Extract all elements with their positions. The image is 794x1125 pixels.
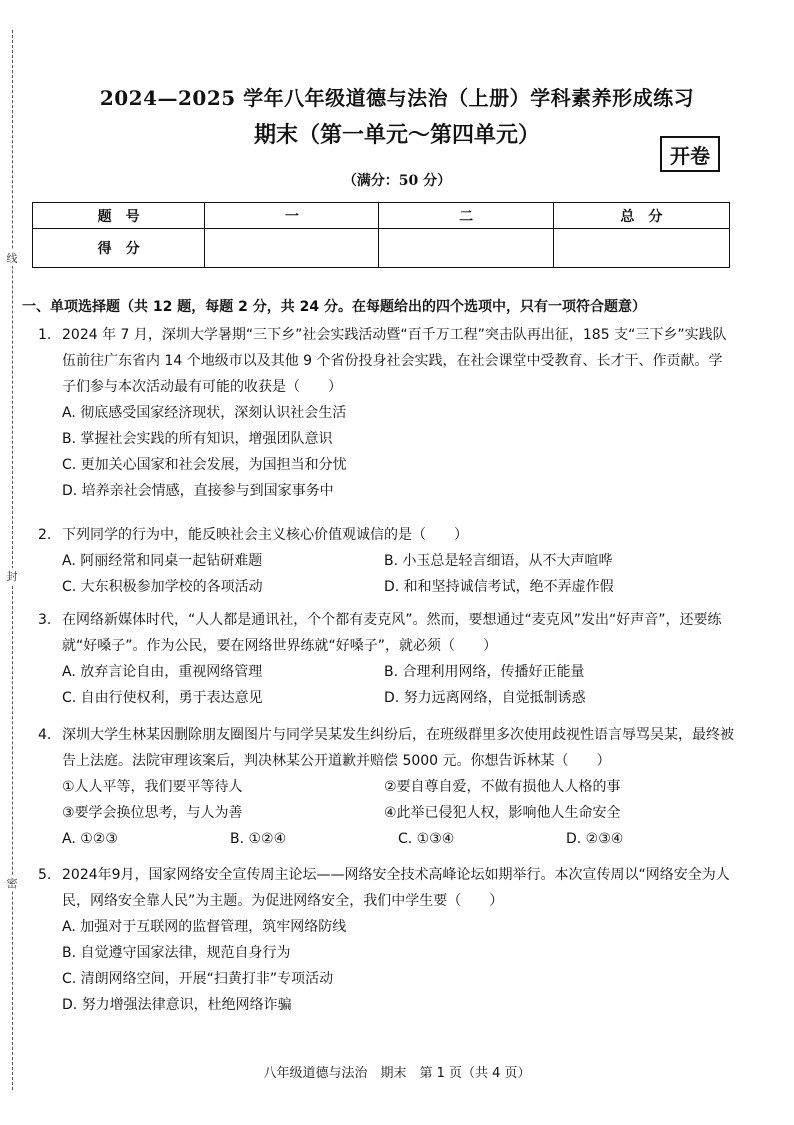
option-b[interactable]: B. 自觉遵守国家法律，规范自身行为: [62, 945, 291, 961]
option-c[interactable]: C. ①③④: [398, 831, 455, 847]
option-a[interactable]: A. ①②③: [62, 831, 118, 847]
option-a[interactable]: A. 阿丽经常和同桌一起钻研难题: [62, 553, 263, 569]
option-c[interactable]: C. 大东积极参加学校的各项活动: [62, 579, 263, 595]
question-3: [38, 607, 734, 711]
option-d[interactable]: D. 培养亲社会情感，直接参与到国家事务中: [62, 483, 334, 499]
statement-4: ④此举已侵犯人权，影响他人生命安全: [384, 805, 621, 821]
binding-label-secret: 密: [6, 877, 18, 890]
option-d[interactable]: D. ②③④: [566, 831, 624, 847]
section-title: 一、单项选择题（共 12 题，每题 2 分，共 24 分。在每题给出的四个选项中，只有一项符合题意）: [22, 299, 646, 315]
option-c[interactable]: C. 自由行使权利，勇于表达意见: [62, 690, 263, 706]
score-row-label: 得 分: [33, 229, 205, 268]
option-d[interactable]: D. 和和坚持诚信考试，绝不弄虚作假: [384, 579, 614, 595]
question-number: 3.: [38, 612, 52, 628]
score-header-cell: 总 分: [553, 203, 729, 229]
option-d[interactable]: D. 努力远离网络，自觉抵制诱惑: [384, 690, 586, 706]
question-2: [38, 522, 734, 600]
binding-label-seal: 封: [6, 570, 18, 583]
question-stem: 下列同学的行为中，能反映社会主义核心价值观诚信的是（ ）: [62, 527, 468, 543]
full-score-note: （满分：50 分）: [342, 173, 452, 189]
option-c[interactable]: C. 更加关心国家和社会发展，为国担当和分忧: [62, 457, 347, 473]
statement-3: ③要学会换位思考，与人为善: [62, 805, 243, 821]
question-stem: 在网络新媒体时代，“人人都是通讯社，个个都有麦克风”。然而，要想通过“麦克风”发出“好声音”，还要练就“好嗓子”。作为公民，要在网络世界练就“好嗓子”，就必须（ ）: [62, 612, 722, 654]
question-number: 1.: [38, 327, 52, 343]
question-stem: 2024年9月，国家网络安全宣传周主论坛——网络安全技术高峰论坛如期举行。本次宣传周以“网络安全为人民，网络安全靠人民”为主题。为促进网络安全，我们中学生要（ ）: [62, 867, 730, 909]
open-book-badge: 开卷: [660, 136, 720, 172]
option-b[interactable]: B. 小玉总是轻言细语，从不大声喧哗: [384, 553, 613, 569]
score-table: [32, 202, 730, 268]
binding-label-line: 线: [6, 252, 18, 265]
option-a[interactable]: A. 放弃言论自由，重视网络管理: [62, 664, 263, 680]
option-b[interactable]: B. 合理利用网络，传播好正能量: [384, 664, 585, 680]
question-1: [38, 322, 734, 504]
option-a[interactable]: A. 加强对于互联网的监督管理，筑牢网络防线: [62, 919, 347, 935]
exam-subtitle: 期末（第一单元～第四单元）: [253, 122, 540, 148]
question-stem: 深圳大学生林某因删除朋友圈图片与同学吴某发生纠纷后，在班级群里多次使用歧视性语言辱骂吴某，最终被告上法庭。法院审理该案后，判决林某公开道歉并赔偿 5000 元。你想告诉林某（ ）: [62, 727, 734, 769]
exam-title: 2024—2025 学年八年级道德与法治（上册）学科素养形成练习: [99, 86, 695, 110]
question-number: 4.: [38, 727, 52, 743]
score-blank-cell[interactable]: [379, 229, 553, 268]
option-c[interactable]: C. 清朗网络空间，开展“扫黄打非”专项活动: [62, 971, 334, 987]
option-d[interactable]: D. 努力增强法律意识，杜绝网络诈骗: [62, 997, 292, 1013]
question-number: 5.: [38, 867, 52, 883]
question-stem: 2024 年 7 月，深圳大学暑期“三下乡”社会实践活动暨“百千万工程”突击队再出征，185 支“三下乡”实践队伍前往广东省内 14 个地级市以及其他 9 个省份投身社会实践，在社会课堂中受教育、长才干、作贡献。学子们参与本次活动最有可能的收获是（ ）: [62, 327, 727, 395]
statement-2: ②要自尊自爱，不做有损他人人格的事: [384, 779, 621, 795]
option-b[interactable]: B. 掌握社会实践的所有知识，增强团队意识: [62, 431, 333, 447]
score-header-cell: 二: [379, 203, 553, 229]
score-blank-cell[interactable]: [553, 229, 729, 268]
score-blank-cell[interactable]: [205, 229, 379, 268]
question-5: [38, 862, 734, 1018]
option-b[interactable]: B. ①②④: [230, 831, 287, 847]
score-header-cell: 题 号: [33, 203, 205, 229]
statement-1: ①人人平等，我们要平等待人: [62, 779, 243, 795]
question-number: 2.: [38, 527, 52, 543]
question-4: [38, 722, 734, 852]
option-a[interactable]: A. 彻底感受国家经济现状，深刻认识社会生活: [62, 405, 347, 421]
page-footer: 八年级道德与法治 期末 第 1 页（共 4 页）: [263, 1066, 531, 1081]
score-header-cell: 一: [205, 203, 379, 229]
